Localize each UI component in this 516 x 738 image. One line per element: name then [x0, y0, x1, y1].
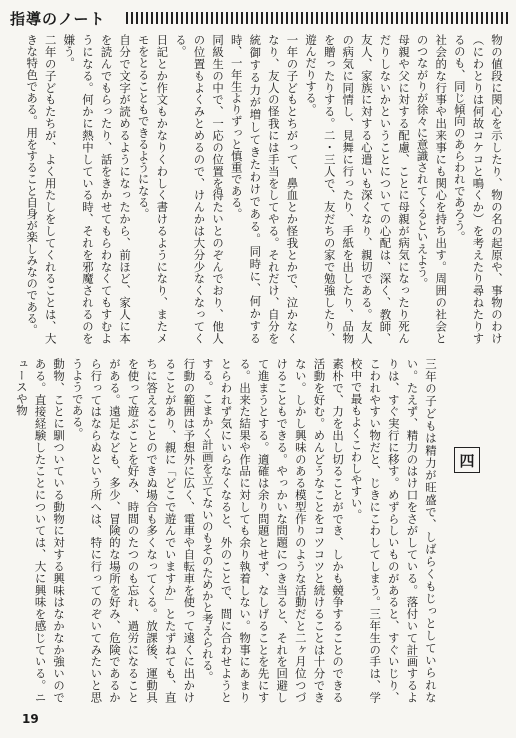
- paragraph: 日記とか作文もかなりくわしく書けるようになり、またメモをとることもできるようになる。: [136, 34, 170, 344]
- paragraph: 自分で文字が読めるようになったから、前ほど、家人に本を読んでもらったり、話をきかせてもらわなくてもすむようになる。何かに熱中している時、それを邪魔されるのを嫌う。: [62, 34, 133, 344]
- bottom-text-column: [10, 358, 440, 703]
- header-stripe-rule: [126, 12, 508, 24]
- paragraph: 行動の範囲は予想外に広く、電車や自転車を使って遠くに出かけることがあり、親に「どこで遊んでいますか」とたずねても、直ちに答えることのできぬ場合も多くなってくる。放課後、運動具を使って遊ぶことを好み、時間のたつのも忘れ、過労になることがある。遠足なども、多少、冒険的な場所を好み、危険であるから行ってはならぬという所へは、特に行ってのぞいてみたいと思うようである。: [70, 358, 197, 703]
- paragraph: 動物、ことに馴ついている動物に対する興味はなかなか強いのである。直接経験したことについては、大に興味を感じている。ニュースや物: [14, 358, 67, 703]
- paragraph: 一年の子どもとちがって、鼻血とか怪我とかで、泣かなくなり、友人の怪我には手当をしてやる。それだけ、自分を統御する力が増してきたわけである。同時に、何かする時、一年生よりずっと慎重である。: [229, 34, 300, 344]
- page-number: 19: [22, 712, 39, 726]
- paragraph: 物の値段に関心を示したり、物の名の起原や、事物のわけ（にわとりは何故コケコと鳴くか）を考えたり尋ねたりするのも、同じ傾向のあらわれであろう。: [452, 34, 504, 344]
- paragraph: 二年の子どもたちが、よく用たしをしてくれることは、大きな特色である。用をすること自身が楽しみなのである。: [25, 34, 58, 344]
- header-title: 指導のノート: [10, 10, 106, 28]
- paragraph: 社会的な行事や出来事にも関心を持ち出す。周囲の社会とのつながりが徐々に意識されてくるといえよう。: [415, 34, 449, 344]
- section-number: 四: [459, 451, 475, 470]
- section-number-box: [454, 447, 480, 473]
- paragraph: 母親や父に対する配慮、ことに母親が病気になったり死んだりしないかということについての心配は、深く、教師、友人、家族に対する心遣いも深くなり、親切である。友人の病気に同情し、見舞に行ったり、手紙を出したり、品物を贈ったりする。二・三人で、友だちの家で勉強したり、遊んだりする。: [304, 34, 412, 344]
- page-header: [8, 8, 508, 30]
- top-text-column: [10, 34, 506, 344]
- paragraph: 同級生の中で、一応の位置を得たいとのぞんでおり、他人の位置もよくみとめるので、けんかは大分少なくなってくる。: [173, 34, 226, 344]
- paragraph: 素朴で、力を出し切ることができ、しかも競争することのできる活動を好む。めんどうなことをコツコツと続けることは十分できない。しかし興味のある模型作りのような活動だと二ヶ月位つづけることもできる。やっかいな問題につき当ると、それを回避して進まうとする。適確は余り問題とせず、なしげることを先にする。出来た結果や作品に対しても余り執着しない。物事にあまりとらわれず気にいらなくなると、外のことで、間に合わせようとする。こまかく計画を立てないのもそのためかと考えられる。: [200, 358, 346, 703]
- paragraph: 三年の子どもは精力が旺盛で、しばらくもじっとしていられない。たえず、精力のはけ口をさがしている。落付いて計画するよりは、すぐ実行に移す。めずらしいものがあると、すぐいじり、こわれやすい物だと、じきにこわしてしまう。三年生の手は、学校中で最もよくこわしやすい。: [349, 358, 438, 703]
